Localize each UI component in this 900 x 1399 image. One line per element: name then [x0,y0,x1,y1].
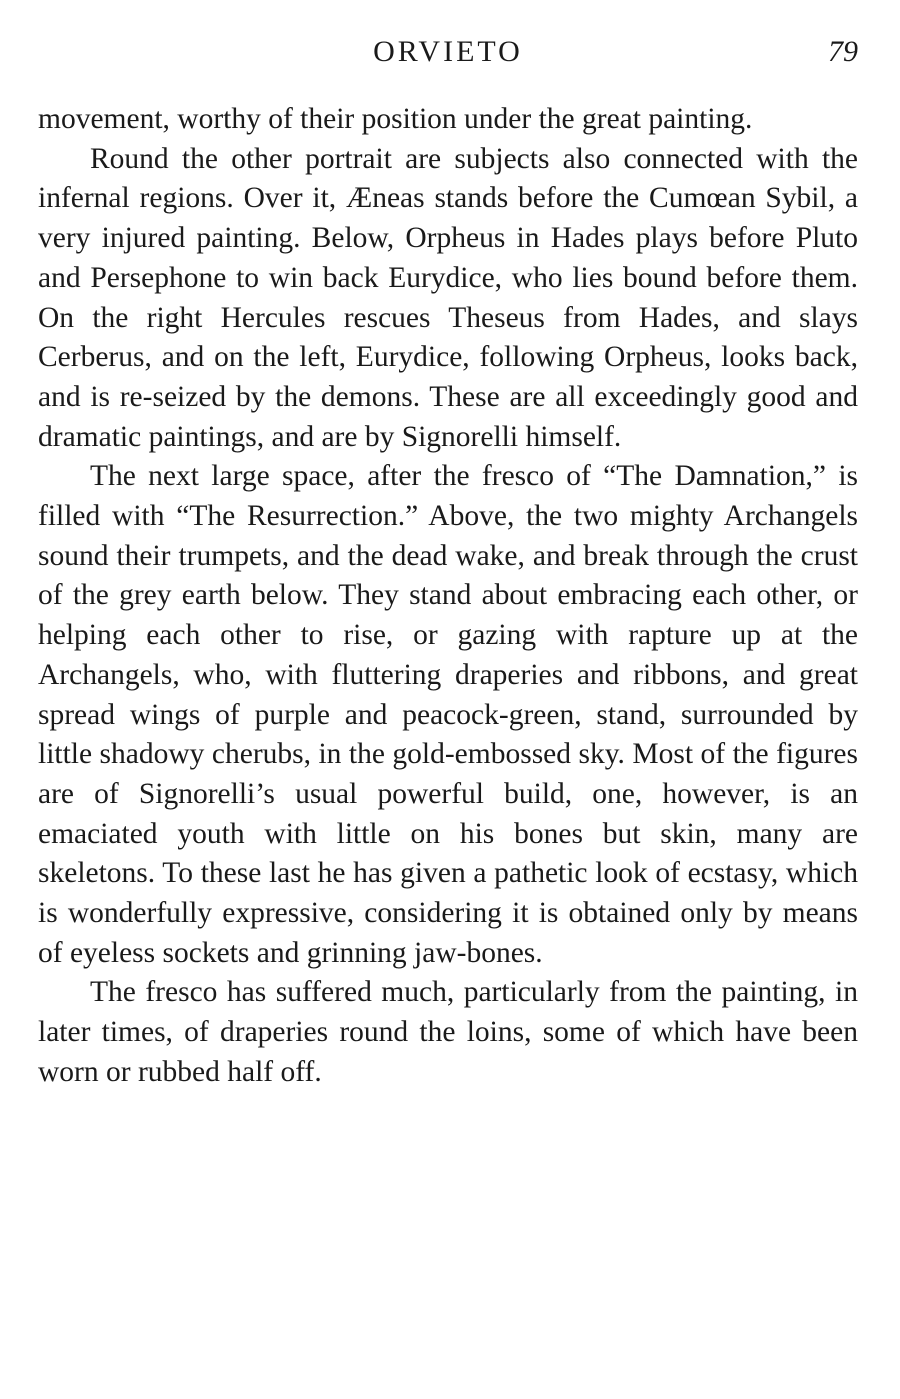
paragraph-fresco-damage: The fresco has suffered much, particularly from the painting, in later times, of draperies round the loins, some of which have been worn or rubbed half off. [38,976,858,1088]
page-number: 79 [828,35,858,68]
paragraph-continuation: movement, worthy of their position under the great painting. [38,103,753,135]
paragraph-resurrection: The next large space, after the fresco of “The Damnation,” is filled with “The Resurrection.” Above, the two mighty Archangels sound their trumpets, and the dead wake, and break through the crust of the grey earth below. They stand about embracing each other, or helping each other to rise, or gazing with rapture up at the Archangels, who, with fluttering draperies and ribbons, and great spread wings of purple and peacock-green, stand, surrounded by little shadowy cherubs, in the gold-embossed sky. Most of the figures are of Signorelli’s usual powerful build, one, however, is an emaciated youth with little on his bones but skin, many are skeletons. To these last he has given a pathetic look of ecstasy, which is wonderfully expressive, considering it is obtained only by means of eyeless sockets and grinning jaw-bones. [38,460,858,969]
paragraph-portrait-subjects: Round the other portrait are subjects also connected with the infernal regions. Over it, Æneas stands before the Cumœan Sybil, a very injured painting. Below, Orpheus in Hades plays before Pluto and Persephone to win back Eurydice, who lies bound before them. On the right Hercules rescues Theseus from Hades, and slays Cerberus, and on the left, Eurydice, following Orpheus, looks back, and is re-seized by the demons. These are all exceedingly good and dramatic paintings, and are by Signorelli himself. [38,142,858,453]
running-title: ORVIETO [373,35,523,68]
running-head [38,30,858,74]
body-text [38,100,858,1093]
